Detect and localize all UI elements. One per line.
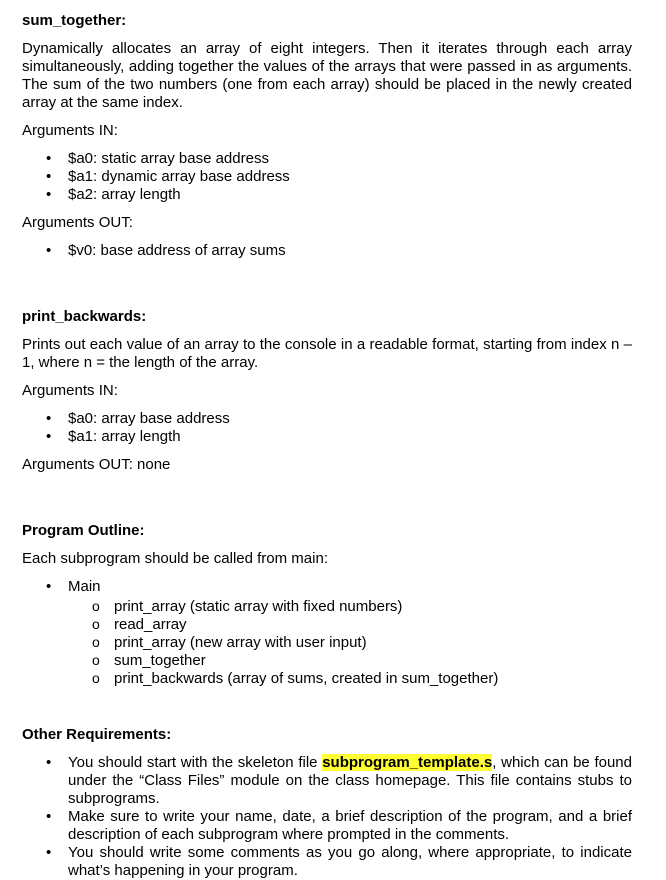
print-backwards-args-in-label: Arguments IN: <box>22 382 118 399</box>
list-item: • You should write some comments as you go along, where appropriate, to indicate what’s happening in your program. <box>46 844 632 880</box>
print-backwards-section <box>22 308 632 474</box>
list-item: • $a0: static array base address <box>46 150 632 168</box>
list-item: • $a0: array base address <box>46 410 632 428</box>
list-item: o print_array (new array with user input) <box>92 634 632 652</box>
sum-together-args-out-list <box>22 242 632 260</box>
program-outline-list <box>22 578 632 688</box>
sum-together-description: Dynamically allocates an array of eight integers. Then it iterates through each array simultaneously, adding together the values of the arrays that were passed in as arguments. The sum of the two numbers (one from each array) should be placed in the newly created array at the same index. <box>22 40 632 111</box>
sum-together-args-in-label: Arguments IN: <box>22 122 118 139</box>
main-label: Main <box>68 578 101 595</box>
other-requirements-list <box>22 754 632 880</box>
requirement-1-after: , which can be found under the “Class Files” module on the class homepage. This file contains stubs to subprograms. <box>68 754 632 807</box>
list-item <box>46 754 632 808</box>
sum-together-args-in-list <box>22 150 632 204</box>
list-item: o print_array (static array with fixed numbers) <box>92 598 632 616</box>
print-backwards-args-in-list <box>22 410 632 446</box>
list-item: • $a1: dynamic array base address <box>46 168 632 186</box>
list-item: • $v0: base address of array sums <box>46 242 632 260</box>
print-backwards-args-out-label: Arguments OUT: none <box>22 456 171 473</box>
list-item: o sum_together <box>92 652 632 670</box>
other-requirements-heading: Other Requirements: <box>22 726 172 743</box>
template-file-name: subprogram_template.s <box>322 754 493 771</box>
list-item: • $a1: array length <box>46 428 632 446</box>
main-steps-list <box>68 598 632 688</box>
sum-together-section <box>22 12 632 260</box>
program-outline-heading: Program Outline: <box>22 522 145 539</box>
program-outline-section <box>22 522 632 688</box>
print-backwards-heading: print_backwards: <box>22 308 147 325</box>
list-item: o print_backwards (array of sums, created in sum_together) <box>92 670 632 688</box>
sum-together-args-out-label: Arguments OUT: <box>22 214 133 231</box>
program-outline-intro: Each subprogram should be called from main: <box>22 550 328 567</box>
requirement-1-before: You should start with the skeleton file <box>68 754 323 771</box>
list-item: • Make sure to write your name, date, a brief description of the program, and a brief description of each subprogram where prompted in the comments. <box>46 808 632 844</box>
list-item: • $a2: array length <box>46 186 632 204</box>
list-item <box>46 578 632 688</box>
sum-together-heading: sum_together: <box>22 12 127 29</box>
print-backwards-description: Prints out each value of an array to the console in a readable format, starting from index n – 1, where n = the length of the array. <box>22 336 632 371</box>
other-requirements-section <box>22 726 632 880</box>
list-item: o read_array <box>92 616 632 634</box>
